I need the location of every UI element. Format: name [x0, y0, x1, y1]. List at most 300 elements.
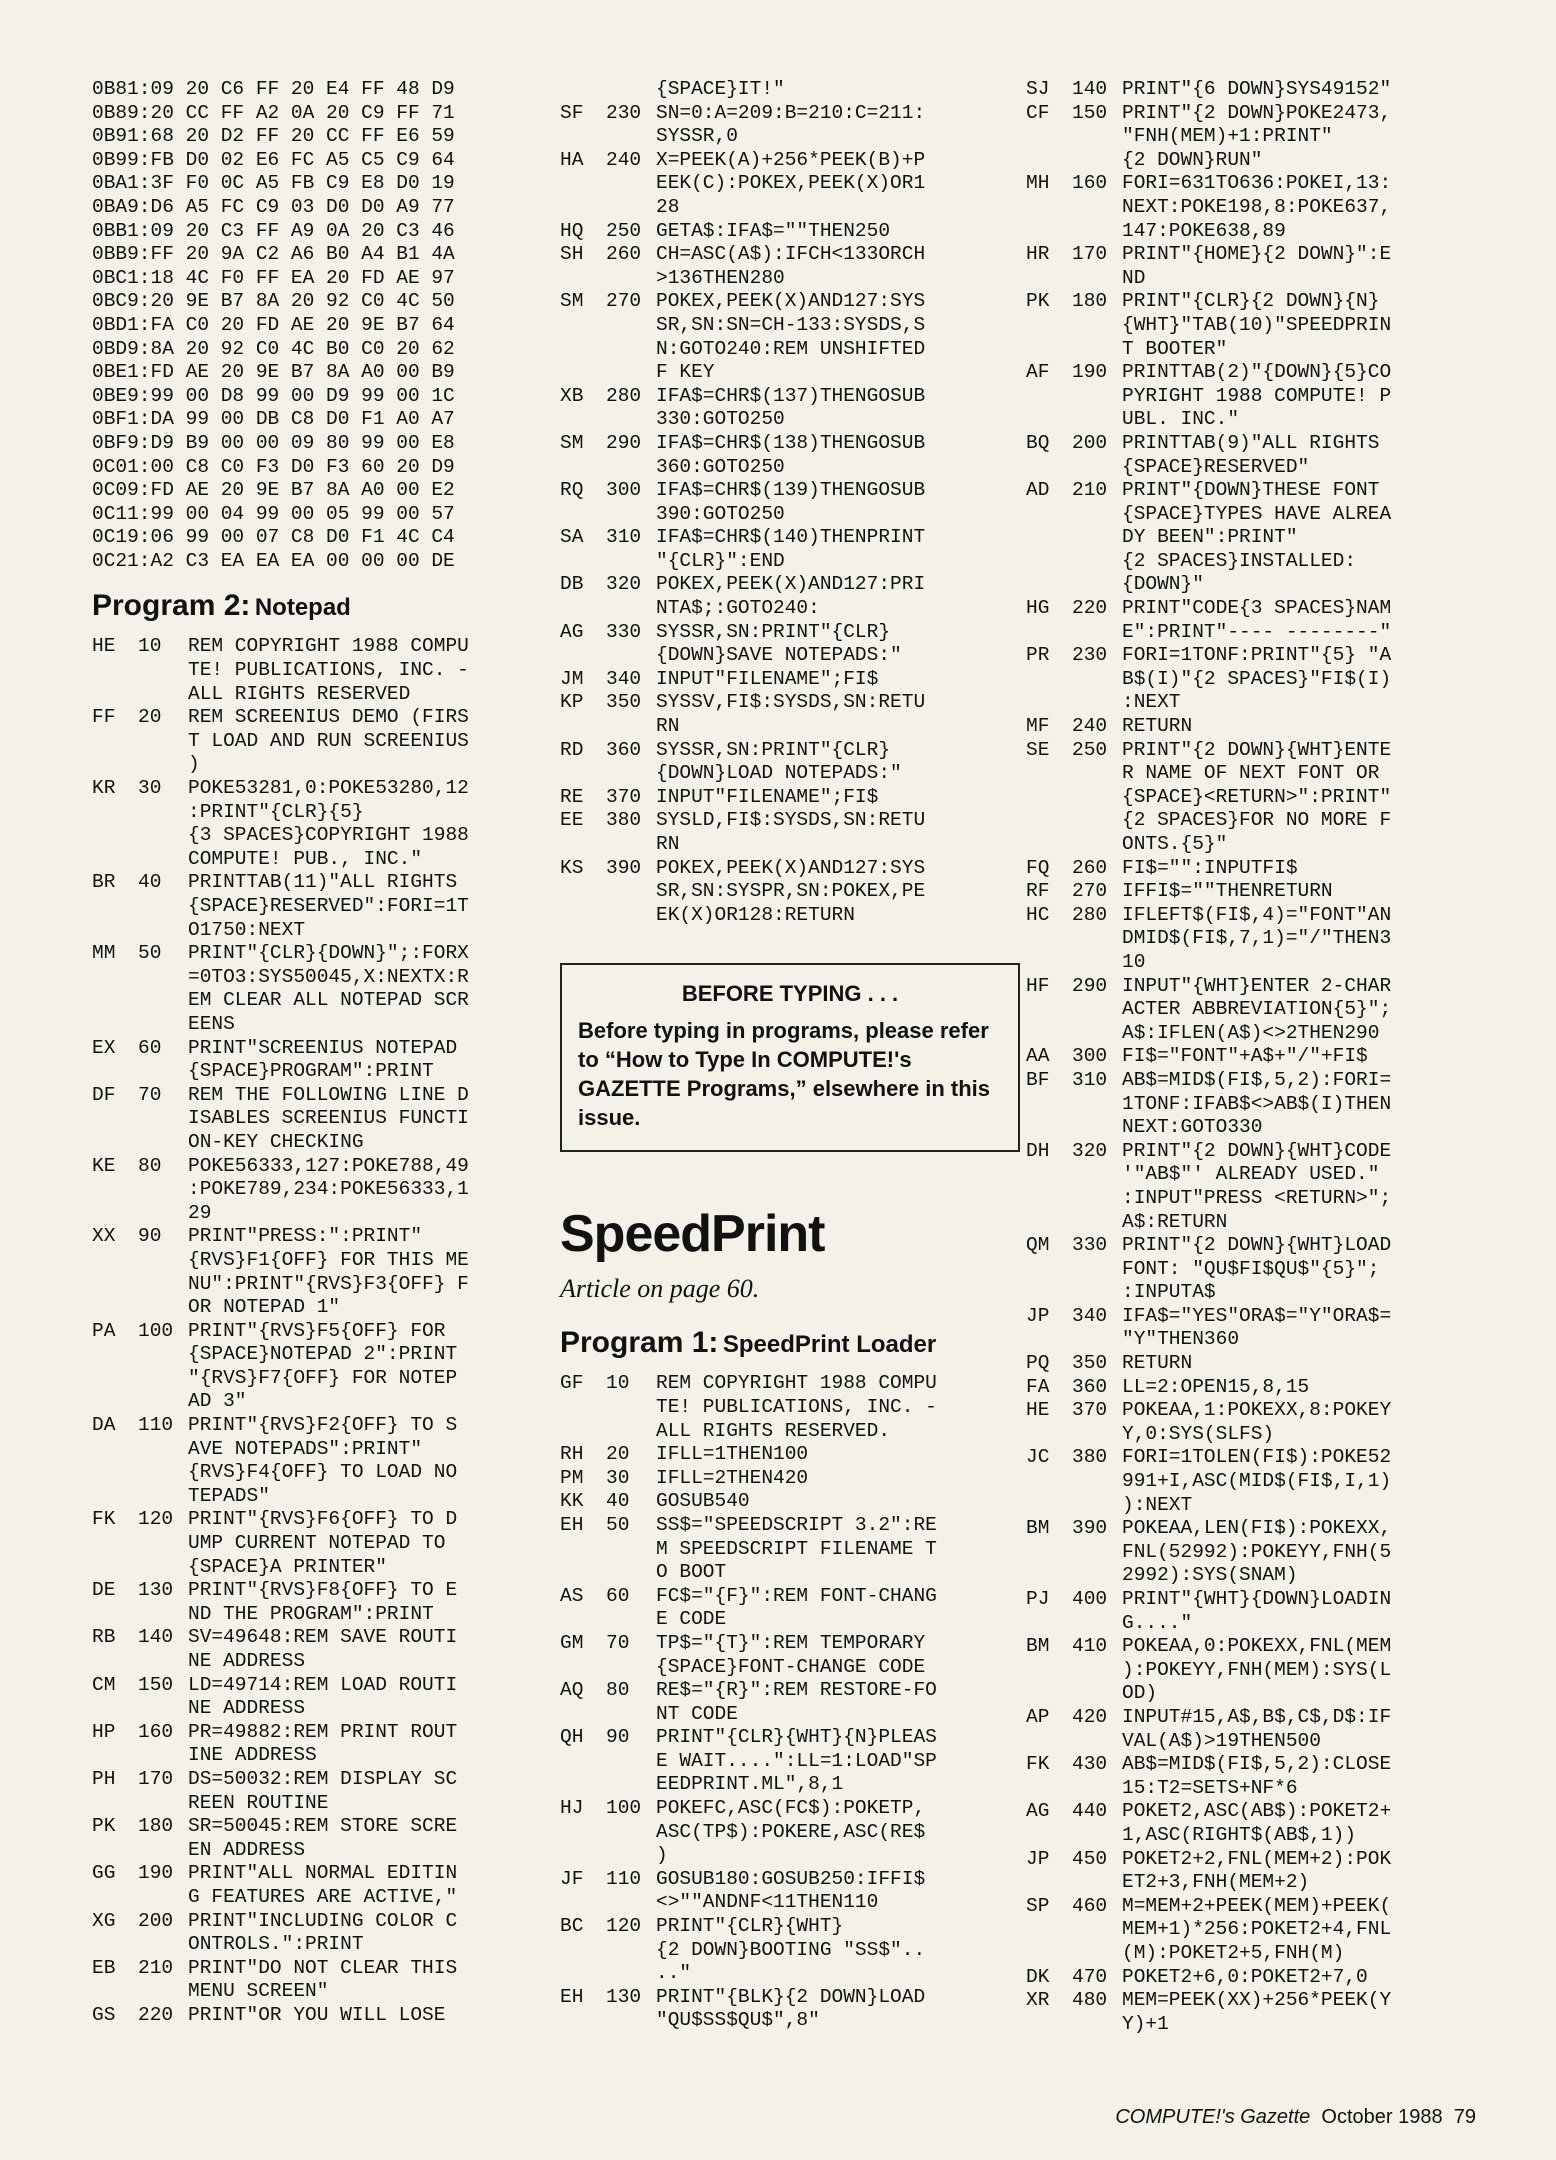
checksum-code [560, 1396, 606, 1420]
checksum-code: SM [560, 431, 584, 454]
listing-line [560, 220, 1020, 244]
line-number [138, 1886, 188, 1910]
line-text: FORI=1TONF:PRINT"{5} "A [1122, 644, 1392, 667]
listing-line [1026, 1022, 1486, 1046]
listing-line [92, 683, 552, 707]
hexdump-line: 0BB9:FF 20 9A C2 A6 B0 A4 B1 4A [92, 243, 455, 266]
listing-line [1026, 904, 1486, 928]
line-text: PRINT"{RVS}F5{OFF} FOR [188, 1319, 446, 1342]
line-number: 200 [138, 1909, 174, 1932]
checksum-code: PM [560, 1466, 584, 1489]
checksum-code: SJ [1026, 78, 1050, 100]
line-number [1072, 2013, 1122, 2037]
line-number [606, 196, 656, 220]
line-number [138, 1390, 188, 1414]
listing-line [560, 1632, 1020, 1656]
line-number [606, 2009, 656, 2033]
hexdump-line: 0BE9:99 00 D8 99 00 D9 99 00 1C [92, 384, 455, 407]
line-text: ) [656, 1844, 668, 1867]
listing-line [1026, 149, 1486, 173]
checksum-code: MF [1026, 715, 1050, 738]
line-text: E":PRINT"---- --------" [1122, 620, 1392, 643]
line-number: 290 [1072, 974, 1108, 997]
checksum-code [1026, 385, 1072, 409]
line-text: :POKE789,234:POKE56333,1 [188, 1178, 469, 1201]
line-number [138, 1839, 188, 1863]
line-text: IFA$=CHR$(137)THENGOSUB [656, 384, 926, 407]
listing-line [1026, 715, 1486, 739]
line-number: 280 [606, 384, 642, 407]
listing-line [1026, 1564, 1486, 1588]
listing-line [92, 659, 552, 683]
line-number: 370 [606, 785, 642, 808]
listing-line [1026, 1328, 1486, 1352]
line-text: SYSSR,0 [656, 125, 738, 148]
checksum-code [92, 1461, 138, 1485]
line-text: PRINT"{RVS}F2{OFF} TO S [188, 1414, 458, 1437]
line-number: 140 [138, 1626, 174, 1649]
checksum-code: PQ [1026, 1352, 1050, 1375]
line-number [1072, 1258, 1122, 1282]
line-number [138, 1792, 188, 1816]
line-text: FORI=631TO636:POKEI,13: [1122, 172, 1392, 195]
line-number: 380 [1072, 1446, 1108, 1469]
listing-line [92, 1320, 552, 1344]
listing-line [1026, 1163, 1486, 1187]
checksum-code [1026, 1093, 1072, 1117]
line-number: 130 [138, 1579, 174, 1602]
line-number [606, 1891, 656, 1915]
line-text: ASC(TP$):POKERE,ASC(RE$ [656, 1820, 926, 1843]
line-number: 180 [1072, 290, 1108, 313]
checksum-code [1026, 456, 1072, 480]
listing-line [1026, 809, 1486, 833]
line-number [606, 267, 656, 291]
checksum-code [92, 1792, 138, 1816]
checksum-code [560, 880, 606, 904]
listing-line [560, 739, 1020, 763]
line-text: POKEAA,0:POKEXX,FNL(MEM [1122, 1635, 1392, 1658]
line-number [606, 762, 656, 786]
checksum-code [92, 895, 138, 919]
checksum-code [92, 1980, 138, 2004]
program1-listing-part1 [560, 1372, 1020, 2033]
line-text: IFLL=2THEN420 [656, 1466, 809, 1489]
line-text: TP$="{T}":REM TEMPORARY [656, 1631, 926, 1654]
line-text: MEM+1)*256:POKET2+4,FNL [1122, 1918, 1392, 1941]
checksum-code: FK [92, 1508, 116, 1531]
line-text: SR,SN:SYSPR,SN:POKEX,PE [656, 880, 926, 903]
listing-line [560, 102, 1020, 126]
line-text: TE! PUBLICATIONS, INC. - [656, 1395, 937, 1418]
listing-line [92, 1603, 552, 1627]
line-number [138, 683, 188, 707]
line-number: 190 [1072, 361, 1108, 384]
listing-line [1026, 1730, 1486, 1754]
line-number [606, 1396, 656, 1420]
line-text: POKEAA,LEN(FI$):POKEXX, [1122, 1517, 1392, 1540]
line-number: 390 [606, 856, 642, 879]
checksum-code: XG [92, 1909, 116, 1932]
line-number: 110 [138, 1414, 174, 1437]
checksum-code: KK [560, 1490, 584, 1513]
before-typing-text: Before typing in programs, please refer to “How to Type In COMPUTE!'s GAZETTE Programs,” elsewhere in this issue. [578, 1018, 990, 1131]
line-text: PRINT"{DOWN}THESE FONT [1122, 479, 1380, 502]
line-text: N:GOTO240:REM UNSHIFTED [656, 337, 926, 360]
checksum-code [560, 644, 606, 668]
line-text: OR NOTEPAD 1" [188, 1296, 341, 1319]
checksum-code: AD [1026, 479, 1050, 502]
listing-line [1026, 456, 1486, 480]
line-text: AB$=MID$(FI$,5,2):FORI= [1122, 1068, 1392, 1091]
listing-line [92, 1202, 552, 1226]
line-number: 20 [138, 706, 162, 729]
line-number [138, 1603, 188, 1627]
listing-line [560, 668, 1020, 692]
checksum-code [560, 196, 606, 220]
checksum-code [1026, 573, 1072, 597]
listing-line [92, 1862, 552, 1886]
line-text: F KEY [656, 361, 715, 384]
listing-line [1026, 1588, 1486, 1612]
line-number: 310 [1072, 1068, 1108, 1091]
checksum-code [560, 1608, 606, 1632]
listing-line [92, 989, 552, 1013]
line-number [1072, 408, 1122, 432]
line-text: RE$="{R}":REM RESTORE-FO [656, 1679, 937, 1702]
checksum-code [1026, 408, 1072, 432]
line-text: 2992):SYS(SNAM) [1122, 1564, 1298, 1587]
line-number: 250 [1072, 738, 1108, 761]
checksum-code [1026, 1871, 1072, 1895]
line-number [1072, 1494, 1122, 1518]
line-text: PRINT"{CLR}{DOWN}";:FORX [188, 942, 469, 965]
line-number: 270 [606, 290, 642, 313]
line-number: 130 [606, 1985, 642, 2008]
checksum-code [1026, 1824, 1072, 1848]
listing-line [560, 1561, 1020, 1585]
line-text: POKE53281,0:POKE53280,12 [188, 777, 469, 800]
line-text: M=MEM+2+PEEK(MEM)+PEEK( [1122, 1894, 1392, 1917]
checksum-code: BM [1026, 1635, 1050, 1658]
line-number [606, 1538, 656, 1562]
line-number: 480 [1072, 1989, 1108, 2012]
checksum-code: HR [1026, 243, 1050, 266]
checksum-code [92, 824, 138, 848]
checksum-code [92, 1485, 138, 1509]
hexdump-line: 0BC9:20 9E B7 8A 20 92 C0 4C 50 [92, 290, 455, 313]
listing-line [560, 880, 1020, 904]
listing-line [560, 290, 1020, 314]
listing-line [1026, 1942, 1486, 1966]
line-number: 200 [1072, 431, 1108, 454]
listing-line [560, 1821, 1020, 1845]
line-text: IFLEFT$(FI$,4)="FONT"AN [1122, 903, 1392, 926]
checksum-code [560, 314, 606, 338]
line-text: IFFI$=""THENRETURN [1122, 880, 1333, 903]
checksum-code [92, 1603, 138, 1627]
listing-line [1026, 338, 1486, 362]
line-number: 290 [606, 431, 642, 454]
line-number [138, 919, 188, 943]
checksum-code [1026, 2013, 1072, 2037]
listing-line [560, 1726, 1020, 1750]
line-number [138, 1178, 188, 1202]
line-number [1072, 503, 1122, 527]
line-number [1072, 267, 1122, 291]
listing-line [560, 1585, 1020, 1609]
line-number: 260 [1072, 856, 1108, 879]
listing-line [1026, 479, 1486, 503]
line-number [606, 904, 656, 928]
line-text: {SPACE}IT!" [656, 78, 785, 100]
line-text: PRINT"CODE{3 SPACES}NAM [1122, 597, 1392, 620]
line-number [1072, 691, 1122, 715]
listing-line [1026, 1116, 1486, 1140]
checksum-code: BF [1026, 1068, 1050, 1091]
checksum-code: SE [1026, 738, 1050, 761]
listing-line [560, 786, 1020, 810]
line-text: PRINTTAB(9)"ALL RIGHTS [1122, 431, 1380, 454]
hexdump-line: 0C11:99 00 04 99 00 05 99 00 57 [92, 502, 455, 525]
checksum-code [1026, 503, 1072, 527]
line-number: 240 [1072, 715, 1108, 738]
checksum-code: XX [92, 1225, 116, 1248]
line-text: EN ADDRESS [188, 1838, 306, 1861]
checksum-code: HA [560, 148, 584, 171]
line-number: 470 [1072, 1965, 1108, 1988]
line-number [1072, 1281, 1122, 1305]
line-text: PRINT"{2 DOWN}POKE2473, [1122, 101, 1392, 124]
line-text: POKEAA,1:POKEXX,8:POKEY [1122, 1399, 1392, 1422]
listing-line [92, 1910, 552, 1934]
line-number: 350 [1072, 1352, 1108, 1375]
listing-line [560, 1514, 1020, 1538]
listing-line [92, 1296, 552, 1320]
line-text: PRINTTAB(2)"{DOWN}{5}CO [1122, 361, 1392, 384]
line-number [606, 1773, 656, 1797]
checksum-code: DF [92, 1083, 116, 1106]
listing-line [1026, 644, 1486, 668]
line-text: PRINT"{CLR}{WHT}{N}PLEAS [656, 1726, 937, 1749]
checksum-code [92, 683, 138, 707]
line-text: POKEX,PEEK(X)AND127:SYS [656, 290, 926, 313]
line-number: 90 [606, 1726, 630, 1749]
line-text: SS$="SPEEDSCRIPT 3.2":RE [656, 1513, 937, 1536]
line-text: B$(I)"{2 SPACES}"FI$(I) [1122, 667, 1392, 690]
line-number [606, 503, 656, 527]
checksum-code [92, 1390, 138, 1414]
listing-line [1026, 1706, 1486, 1730]
program2-heading: Program 2: Notepad [92, 589, 351, 623]
listing-line [92, 2004, 552, 2028]
line-number [138, 753, 188, 777]
hexdump-line: 0BD9:8A 20 92 C0 4C B0 C0 20 62 [92, 337, 455, 360]
checksum-code [560, 762, 606, 786]
listing-line [560, 833, 1020, 857]
line-text: M SPEEDSCRIPT FILENAME T [656, 1537, 937, 1560]
line-text: REM COPYRIGHT 1988 COMPU [656, 1372, 937, 1395]
checksum-code: MH [1026, 172, 1050, 195]
checksum-code: BR [92, 871, 116, 894]
checksum-code: EX [92, 1036, 116, 1059]
checksum-code [560, 904, 606, 928]
line-number: 30 [138, 777, 162, 800]
checksum-code: AF [1026, 361, 1050, 384]
listing-line [92, 1249, 552, 1273]
line-text: NEXT:POKE198,8:POKE637, [1122, 195, 1392, 218]
line-text: PRINT"{2 DOWN}{WHT}ENTE [1122, 738, 1392, 761]
line-number [606, 125, 656, 149]
checksum-code [1026, 1730, 1072, 1754]
checksum-code [560, 1821, 606, 1845]
checksum-code [560, 1844, 606, 1868]
listing-line [1026, 1069, 1486, 1093]
line-number: 210 [138, 1956, 174, 1979]
line-text: FNL(52992):POKEYY,FNH(5 [1122, 1540, 1392, 1563]
line-number [138, 1296, 188, 1320]
listing-line [92, 1579, 552, 1603]
line-number [1072, 456, 1122, 480]
checksum-code [1026, 267, 1072, 291]
listing-line [1026, 290, 1486, 314]
checksum-code [560, 361, 606, 385]
checksum-code: GS [92, 2003, 116, 2026]
hexdump-line: 0B81:09 20 C6 FF 20 E4 FF 48 D9 [92, 78, 455, 100]
line-text: FI$="":INPUTFI$ [1122, 856, 1298, 879]
line-text: POKEX,PEEK(X)AND127:SYS [656, 856, 926, 879]
line-text: INPUT"{WHT}ENTER 2-CHAR [1122, 974, 1392, 997]
line-text: NT CODE [656, 1702, 738, 1725]
checksum-code [560, 125, 606, 149]
hexdump-line: 0BE1:FD AE 20 9E B7 8A A0 00 B9 [92, 361, 455, 384]
checksum-code [92, 1202, 138, 1226]
line-text: {SPACE}RESERVED" [1122, 455, 1310, 478]
listing-line [1026, 1399, 1486, 1423]
listing-line [1026, 1470, 1486, 1494]
line-text: TE! PUBLICATIONS, INC. - [188, 659, 469, 682]
listing-line [1026, 196, 1486, 220]
checksum-code: SP [1026, 1894, 1050, 1917]
line-number: 120 [606, 1915, 642, 1938]
listing-line [92, 1225, 552, 1249]
listing-line [560, 149, 1020, 173]
line-text: INPUT"FILENAME";FI$ [656, 785, 879, 808]
line-text: POKET2,ASC(AB$):POKET2+ [1122, 1800, 1392, 1823]
line-text: 29 [188, 1201, 212, 1224]
line-number: 400 [1072, 1588, 1108, 1610]
line-number [1072, 1730, 1122, 1754]
line-text: FI$="FONT"+A$+"/"+FI$ [1122, 1045, 1368, 1068]
line-text: OD) [1122, 1682, 1158, 1705]
line-number [138, 1697, 188, 1721]
line-number [606, 833, 656, 857]
line-text: PRINT"PRESS:":PRINT" [188, 1225, 423, 1248]
checksum-code [560, 1561, 606, 1585]
checksum-code [560, 172, 606, 196]
listing-line [92, 1792, 552, 1816]
checksum-code: RB [92, 1626, 116, 1649]
line-text: :INPUT"PRESS <RETURN>"; [1122, 1186, 1392, 1209]
line-number [606, 550, 656, 574]
line-text: SYSSR,SN:PRINT"{CLR} [656, 620, 891, 643]
checksum-code: DH [1026, 1139, 1050, 1162]
line-number: 170 [138, 1767, 174, 1790]
listing-line [560, 1490, 1020, 1514]
listing-line [1026, 1635, 1486, 1659]
program1-listing-part2 [1026, 78, 1486, 2036]
line-number [138, 801, 188, 825]
line-number [606, 1939, 656, 1963]
line-number [1072, 762, 1122, 786]
hexdump-line: 0BA9:D6 A5 FC C9 03 D0 D0 A9 77 [92, 195, 455, 218]
checksum-code: RF [1026, 880, 1050, 903]
line-text: DS=50032:REM DISPLAY SC [188, 1767, 458, 1790]
listing-line [1026, 1211, 1486, 1235]
line-number [1072, 1541, 1122, 1565]
line-number [1072, 1328, 1122, 1352]
line-number: 250 [606, 219, 642, 242]
line-number [1072, 1564, 1122, 1588]
checksum-code [92, 1532, 138, 1556]
checksum-code [92, 1367, 138, 1391]
listing-line [92, 1414, 552, 1438]
line-text: PRINT"INCLUDING COLOR C [188, 1909, 458, 1932]
listing-line [92, 1933, 552, 1957]
line-number [606, 1703, 656, 1727]
line-number [606, 1656, 656, 1680]
listing-line [92, 1768, 552, 1792]
listing-line [1026, 597, 1486, 621]
line-number [138, 1060, 188, 1084]
listing-line [560, 1679, 1020, 1703]
checksum-code [92, 1060, 138, 1084]
listing-line [92, 871, 552, 895]
listing-line [92, 1532, 552, 1556]
line-number: 390 [1072, 1517, 1108, 1540]
checksum-code [92, 1744, 138, 1768]
checksum-code [92, 730, 138, 754]
listing-line [560, 1396, 1020, 1420]
hexdump-line: 0C01:00 C8 C0 F3 D0 F3 60 20 D9 [92, 455, 455, 478]
listing-line [1026, 1659, 1486, 1683]
checksum-code: AQ [560, 1679, 584, 1702]
line-text: 147:POKE638,89 [1122, 219, 1286, 242]
listing-line [560, 1608, 1020, 1632]
column-2 [560, 78, 1020, 2033]
line-text: Y,0:SYS(SLFS) [1122, 1422, 1275, 1445]
hexdump-line: 0BA1:3F F0 0C A5 FB C9 E8 D0 19 [92, 172, 455, 195]
line-text: EK(X)OR128:RETURN [656, 903, 855, 926]
listing-line [1026, 243, 1486, 267]
checksum-code [560, 503, 606, 527]
line-number: 60 [138, 1036, 162, 1059]
checksum-code: EB [92, 1956, 116, 1979]
line-number: 30 [606, 1466, 630, 1489]
line-text: CH=ASC(A$):IFCH<133ORCH [656, 243, 926, 266]
line-text: O BOOT [656, 1561, 727, 1584]
checksum-code [560, 456, 606, 480]
line-text: SN=0:A=209:B=210:C=211: [656, 101, 926, 124]
checksum-code [1026, 1564, 1072, 1588]
line-text: IFA$=CHR$(140)THENPRINT [656, 526, 926, 549]
listing-line [560, 621, 1020, 645]
line-number: 210 [1072, 479, 1108, 502]
line-text: GOSUB540 [656, 1490, 750, 1513]
listing-line [1026, 432, 1486, 456]
checksum-code [1026, 1187, 1072, 1211]
line-number [138, 1650, 188, 1674]
